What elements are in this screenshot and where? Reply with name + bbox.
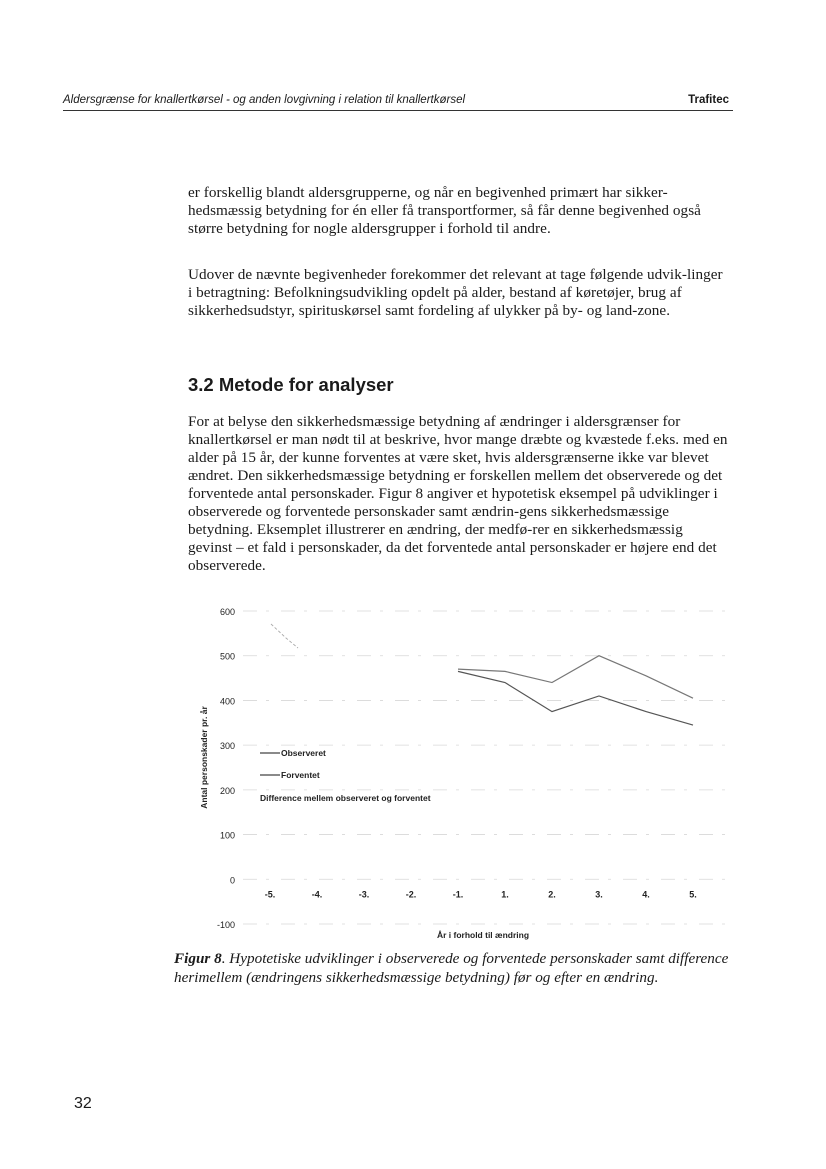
y-tick-label-7: 600 bbox=[219, 607, 235, 617]
legend-label-0: Observeret bbox=[281, 748, 326, 758]
x-tick-label-0: -5. bbox=[264, 889, 276, 900]
running-header bbox=[63, 92, 733, 111]
header-title: Aldersgrænse for knallertkørsel - og anden lovgivning i relation til knallertkørsel bbox=[63, 94, 466, 106]
x-tick-label-8: 4. bbox=[642, 889, 650, 900]
header-brand: Trafitec bbox=[688, 94, 729, 106]
x-tick-label-9: 5. bbox=[689, 889, 697, 900]
paragraph-1: er forskellig blandt aldersgrupperne, og når en begivenhed primært har sikker-hedsmæssig betydning for én eller få transportformer, så får denne begivenhed også større betydning for nogle aldersgrupper i forhold til andre. bbox=[188, 184, 701, 237]
y-tick-label-4: 300 bbox=[219, 741, 235, 752]
paragraph-3: For at belyse den sikkerhedsmæssige betydning af ændringer i aldersgrænser for knallertkørsel er man nødt til at beskrive, hvor mange dræbte og kvæstede f.eks. med en alder på 15 år, der kunne forventes at være sket, hvis aldersgrænserne ikke var blevet ændret. Den sikkerhedsmæssige betydning er forskellen mellem det observerede og det forventede antal personskader. Figur 8 angiver et hypotetisk eksempel på udviklinger i observerede og forventede personskader samt ændrin-gens sikkerhedsmæssige betydning. Eksemplet illustrerer en ændring, der medfø-rer en sikkerhedsmæssig gevinst – et fald i personskader, da det forventede antal personskader er højere end det observerede. bbox=[188, 413, 728, 574]
y-tick-label-5: 400 bbox=[219, 696, 235, 707]
x-tick-label-4: -1. bbox=[452, 889, 464, 900]
y-tick-label-3: 200 bbox=[219, 785, 235, 796]
series-line-1 bbox=[458, 656, 693, 698]
x-axis-title: År i forhold til ændring bbox=[436, 930, 530, 940]
x-tick-label-7: 3. bbox=[595, 889, 603, 900]
legend-label-1: Forventet bbox=[281, 770, 320, 780]
section-heading: 3.2 Metode for analyser bbox=[188, 374, 394, 395]
x-tick-label-1: -4. bbox=[311, 889, 323, 900]
legend-label-2: Difference mellem observeret og forventet bbox=[260, 793, 431, 803]
line-chart bbox=[188, 596, 738, 951]
figure-8-chart bbox=[188, 596, 738, 951]
y-tick-label-6: 500 bbox=[219, 651, 235, 662]
caption-label: Figur 8 bbox=[174, 950, 222, 967]
figure-caption bbox=[174, 949, 730, 987]
x-tick-label-3: -2. bbox=[405, 889, 417, 900]
page-number: 32 bbox=[74, 1095, 92, 1112]
y-axis-title: Antal personskader pr. år bbox=[199, 706, 209, 809]
y-tick-label-2: 100 bbox=[219, 830, 235, 841]
x-tick-label-6: 2. bbox=[548, 889, 556, 900]
x-tick-label-2: -3. bbox=[358, 889, 370, 900]
paragraph-2: Udover de nævnte begivenheder forekommer det relevant at tage følgende udvik-linger i betragtning: Befolkningsudvikling opdelt på alder, bestand af køretøjer, brug af sikkerhedsudstyr, spirituskørsel samt fordeling af ulykker på by- og land-zone. bbox=[188, 266, 723, 319]
y-tick-label-0: -100 bbox=[216, 920, 235, 930]
x-tick-label-5: 1. bbox=[501, 889, 509, 900]
decor-trail bbox=[271, 624, 298, 648]
y-tick-label-1: 0 bbox=[229, 875, 235, 886]
series-line-0 bbox=[458, 671, 693, 725]
caption-text: . Hypotetiske udviklinger i observerede og forventede personskader samt difference herimellem (ændringens sikkerhedsmæssige betydning) før og efter en ændring. bbox=[174, 950, 729, 986]
